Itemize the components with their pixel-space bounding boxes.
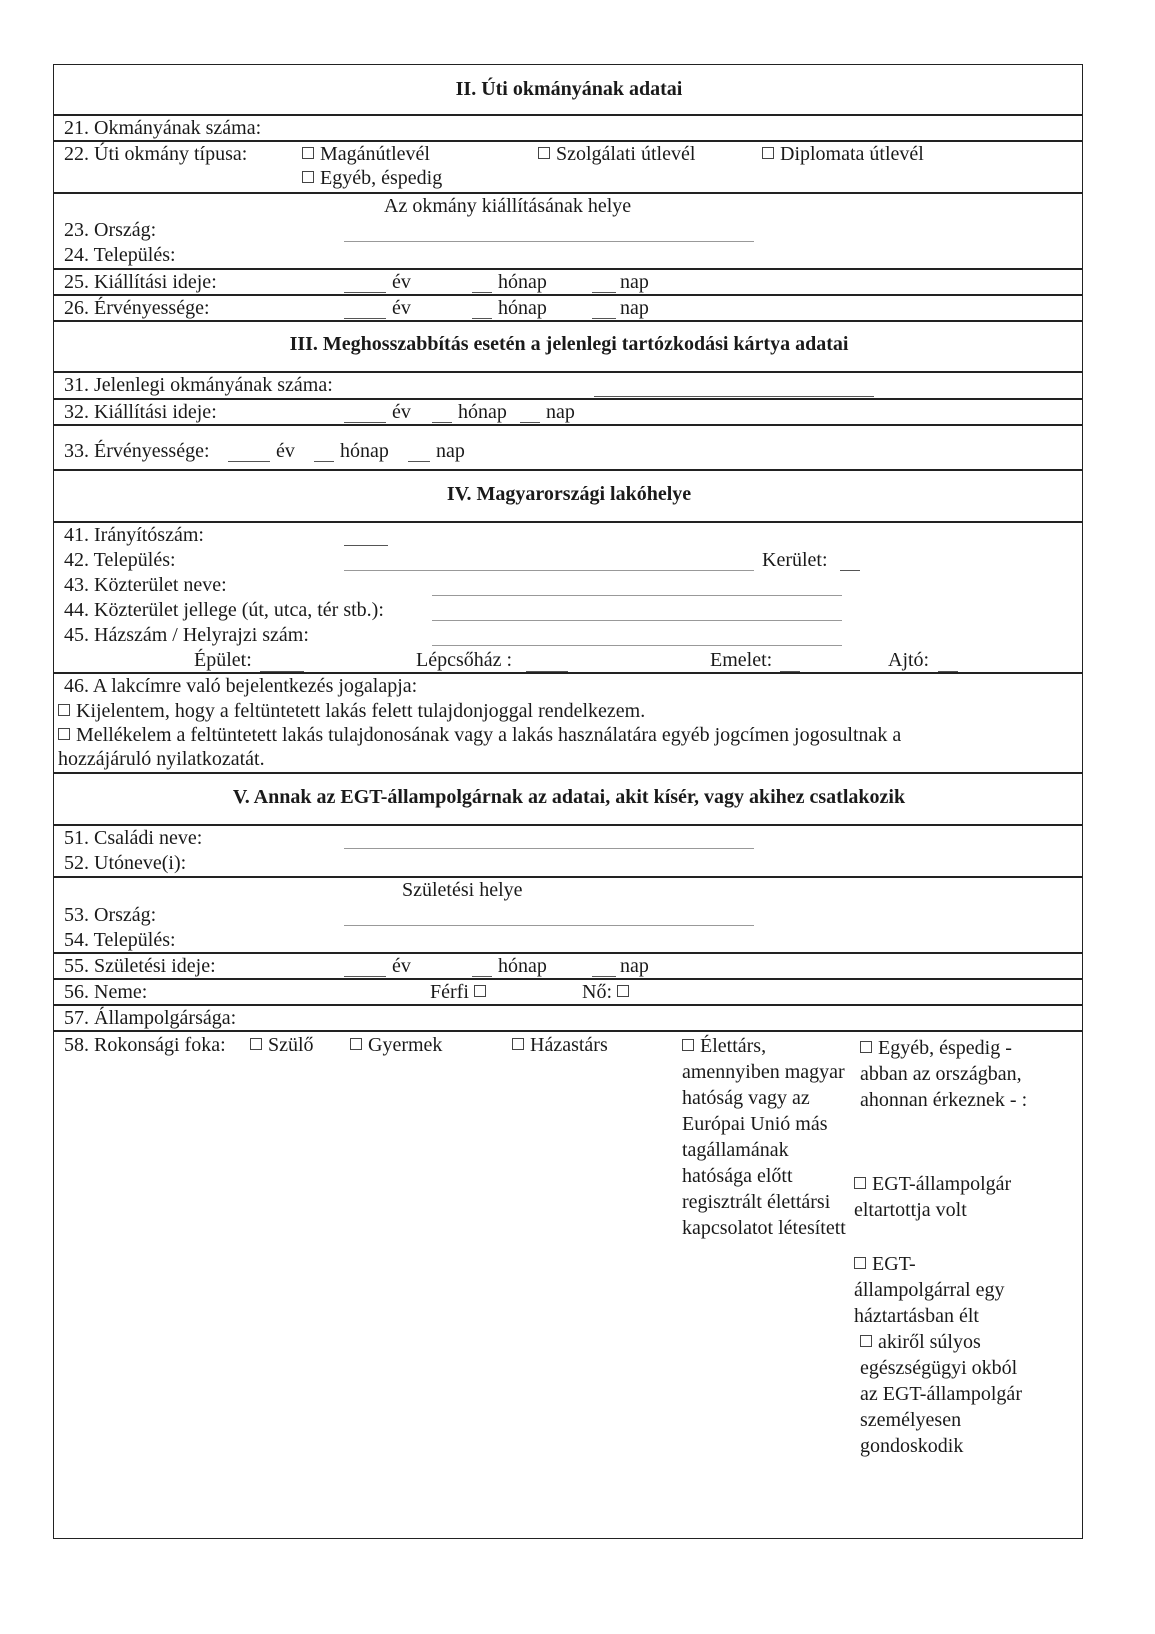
field-26-month-input[interactable] [472, 318, 492, 319]
field-23-label: 23. Ország: [64, 219, 157, 241]
field-25-label: 25. Kiállítási ideje: [64, 271, 217, 293]
field-46-label: 46. A lakcímre való bejelentkezés jogalapja: [64, 675, 418, 697]
checkbox-icon [474, 985, 486, 997]
divider [54, 876, 1082, 878]
checkbox-icon [250, 1038, 262, 1050]
checkbox-care[interactable] [860, 1329, 1038, 1459]
field-21-label: 21. Okmányának száma: [64, 117, 262, 139]
building-label: Épület: [194, 649, 252, 671]
field-26-day-input[interactable] [592, 318, 616, 319]
day-label: nap [620, 271, 649, 293]
checkbox-icon [302, 147, 314, 159]
checkbox-icon [762, 147, 774, 159]
checkbox-icon [350, 1038, 362, 1050]
field-23-input[interactable] [344, 241, 754, 242]
checkbox-household[interactable] [854, 1251, 1030, 1329]
checkbox-icon [58, 704, 70, 716]
field-33-year-input[interactable] [228, 461, 270, 462]
checkbox-icon [512, 1038, 524, 1050]
option-label: EGT-állampolgárral egy háztartásban élt [854, 1253, 1005, 1327]
field-33-day-input[interactable] [408, 461, 430, 462]
year-label: év [392, 297, 411, 319]
field-32-month-input[interactable] [432, 422, 452, 423]
year-label: év [276, 440, 295, 462]
year-label: év [392, 955, 411, 977]
option-label: Szülő [268, 1034, 314, 1056]
checkbox-icon [617, 985, 629, 997]
owner-consent-continued: hozzájáruló nyilatkozatát. [58, 748, 265, 770]
checkbox-female[interactable] [582, 980, 635, 1004]
field-32-year-input[interactable] [344, 422, 386, 423]
checkbox-diplomatic-passport[interactable] [762, 142, 924, 166]
checkbox-icon [854, 1177, 866, 1189]
month-label: hónap [498, 271, 547, 293]
field-55-day-input[interactable] [592, 976, 616, 977]
staircase-label: Lépcsőház : [416, 649, 513, 671]
field-32-label: 32. Kiállítási ideje: [64, 401, 217, 423]
field-41-label: 41. Irányítószám: [64, 524, 204, 546]
field-43-input[interactable] [432, 595, 842, 596]
option-label: Kijelentem, hogy a feltüntetett lakás felett tulajdonjoggal rendelkezem. [76, 700, 646, 722]
section-4-title: IV. Magyarországi lakóhelye [446, 483, 692, 505]
field-53-label: 53. Ország: [64, 904, 157, 926]
divider [54, 978, 1082, 980]
checkbox-service-passport[interactable] [538, 142, 695, 166]
checkbox-owner-consent[interactable] [58, 723, 901, 747]
option-label: Házastárs [530, 1034, 608, 1056]
field-31-input[interactable] [594, 396, 874, 397]
issue-place-heading: Az okmány kiállításának helye [384, 195, 632, 217]
year-label: év [392, 401, 411, 423]
option-label: Egyéb, éspedig - abban az országban, ahonnan érkeznek - : [860, 1037, 1028, 1111]
checkbox-private-passport[interactable] [302, 142, 430, 166]
field-55-month-input[interactable] [472, 976, 492, 977]
checkbox-icon [682, 1039, 694, 1051]
field-51-label: 51. Családi neve: [64, 827, 203, 849]
door-label: Ajtó: [888, 649, 930, 671]
field-44-input[interactable] [432, 620, 842, 621]
month-label: hónap [498, 297, 547, 319]
checkbox-icon [854, 1257, 866, 1269]
field-58-label: 58. Rokonsági foka: [64, 1034, 226, 1056]
field-55-year-input[interactable] [344, 976, 386, 977]
floor-label: Emelet: [710, 649, 773, 671]
field-54-label: 54. Település: [64, 929, 176, 951]
field-24-label: 24. Település: [64, 244, 176, 266]
divider [54, 1030, 1082, 1032]
divider [54, 469, 1082, 471]
section-3-title: III. Meghosszabbítás esetén a jelenlegi tartózkodási kártya adatai [289, 333, 849, 355]
divider [54, 424, 1082, 426]
residence-card-form [53, 64, 1083, 1539]
district-input[interactable] [840, 570, 860, 571]
year-label: év [392, 271, 411, 293]
divider [54, 521, 1082, 523]
field-43-label: 43. Közterület neve: [64, 574, 227, 596]
checkbox-icon [58, 728, 70, 740]
month-label: hónap [458, 401, 507, 423]
field-41-input[interactable] [344, 545, 388, 546]
district-label: Kerület: [762, 549, 828, 571]
day-label: nap [620, 297, 649, 319]
option-label: Élettárs, amennyiben magyar hatóság vagy az Európai Unió más tagállamának hatósága előtt regisztrált élettársi kapcsolatot létesített [682, 1035, 846, 1239]
day-label: nap [546, 401, 575, 423]
section-5-title: V. Annak az EGT-állampolgárnak az adatai, akit kísér, vagy akihez csatlakozik [232, 786, 906, 808]
field-25-day-input[interactable] [592, 292, 616, 293]
field-22-label: 22. Úti okmány típusa: [64, 143, 248, 165]
field-42-label: 42. Település: [64, 549, 176, 571]
checkbox-owner[interactable] [58, 699, 645, 723]
checkbox-dependent[interactable] [854, 1171, 1030, 1223]
field-25-year-input[interactable] [344, 292, 386, 293]
option-label: Férfi [430, 981, 469, 1003]
field-26-label: 26. Érvényessége: [64, 297, 210, 319]
field-45-input[interactable] [432, 645, 842, 646]
divider [54, 320, 1082, 322]
option-label: Egyéb, éspedig [320, 167, 443, 189]
checkbox-icon [860, 1041, 872, 1053]
checkbox-icon [860, 1335, 872, 1347]
field-42-input[interactable] [344, 570, 754, 571]
field-33-label: 33. Érvényessége: [64, 440, 210, 462]
checkbox-other-document[interactable] [302, 166, 442, 190]
option-label: Diplomata útlevél [780, 143, 924, 165]
checkbox-icon [538, 147, 550, 159]
field-56-label: 56. Neme: [64, 981, 148, 1003]
divider [54, 824, 1082, 826]
field-52-label: 52. Utóneve(i): [64, 852, 187, 874]
option-label: EGT-állampolgár eltartottja volt [854, 1173, 1012, 1221]
field-45-label: 45. Házszám / Helyrajzi szám: [64, 624, 309, 646]
day-label: nap [436, 440, 465, 462]
field-25-month-input[interactable] [472, 292, 492, 293]
field-51-input[interactable] [344, 848, 754, 849]
field-33-month-input[interactable] [314, 461, 334, 462]
option-label: Szolgálati útlevél [556, 143, 696, 165]
field-53-input[interactable] [344, 925, 754, 926]
birth-place-heading: Születési helye [402, 879, 523, 901]
checkbox-icon [302, 171, 314, 183]
option-label: Nő: [582, 981, 612, 1003]
field-55-label: 55. Születési ideje: [64, 955, 216, 977]
checkbox-male[interactable] [430, 980, 492, 1004]
option-label: Gyermek [368, 1034, 443, 1056]
checkbox-registered-partner[interactable] [682, 1033, 854, 1241]
field-31-label: 31. Jelenlegi okmányának száma: [64, 374, 333, 396]
option-label: Mellékelem a feltüntetett lakás tulajdonosának vagy a lakás használatára egyéb jogcímen jogosultnak a [76, 724, 902, 746]
day-label: nap [620, 955, 649, 977]
divider [54, 772, 1082, 774]
option-label: akiről súlyos egészségügyi okból az EGT-állampolgár személyesen gondoskodik [860, 1331, 1022, 1457]
field-26-year-input[interactable] [344, 318, 386, 319]
checkbox-other-relation[interactable] [860, 1035, 1036, 1113]
section-2-title: II. Úti okmányának adatai [455, 78, 683, 100]
field-44-label: 44. Közterület jellege (út, utca, tér stb.): [64, 599, 384, 621]
option-label: Magánútlevél [320, 143, 430, 165]
checkbox-child[interactable] [350, 1033, 442, 1057]
checkbox-parent[interactable] [250, 1033, 314, 1057]
field-57-label: 57. Állampolgársága: [64, 1007, 237, 1029]
checkbox-spouse[interactable] [512, 1033, 608, 1057]
field-32-day-input[interactable] [520, 422, 540, 423]
month-label: hónap [340, 440, 389, 462]
month-label: hónap [498, 955, 547, 977]
